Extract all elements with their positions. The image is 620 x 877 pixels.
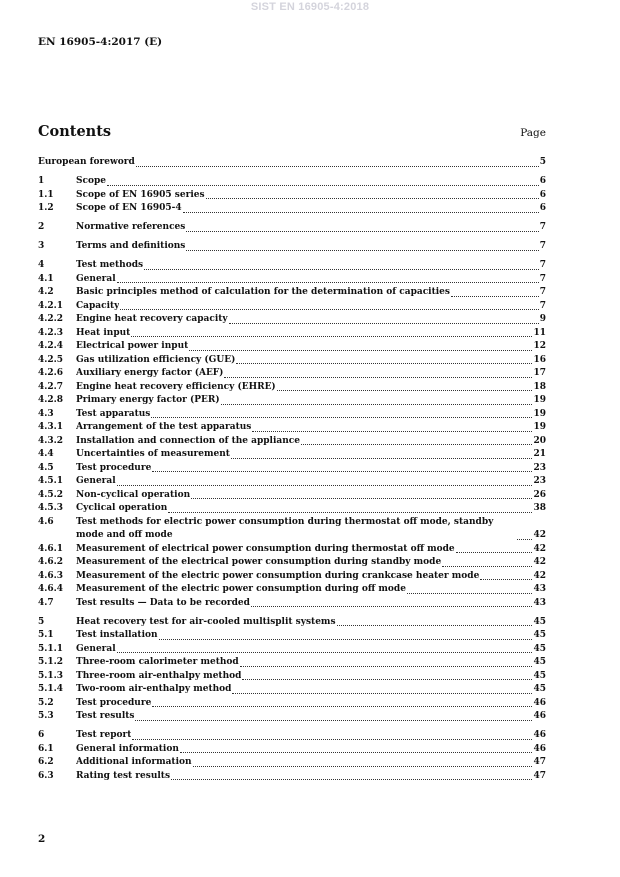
toc-title: General information [76, 743, 179, 754]
toc-title: Two-room air-enthalpy method [76, 684, 232, 694]
toc-title: Gas utilization efficiency (GUE) [76, 354, 236, 365]
toc-entry[interactable] [38, 583, 546, 597]
toc-entry[interactable] [38, 340, 546, 354]
toc-page: 7 [539, 241, 546, 251]
toc-entry[interactable] [38, 354, 546, 368]
leader-dots [132, 739, 532, 740]
toc-page: 47 [533, 770, 546, 781]
toc-number: 2 [38, 222, 45, 232]
leader-dots [252, 431, 532, 432]
toc-entry[interactable] [38, 570, 546, 584]
toc-page: 19 [533, 408, 546, 419]
toc-page: 46 [533, 711, 546, 721]
leader-dots [480, 579, 532, 580]
toc-title: Three-room air-enthalpy method [76, 670, 242, 681]
toc-title: Scope [76, 176, 107, 186]
toc-title: Engine heat recovery efficiency (EHRE) [76, 381, 276, 392]
leader-dots [206, 198, 539, 199]
toc-entry[interactable] [38, 408, 546, 422]
leader-dots [131, 336, 532, 337]
toc-number: 4.2.1 [38, 300, 64, 311]
leader-dots [451, 296, 539, 297]
leader-dots [159, 639, 533, 640]
toc-page: 42 [533, 570, 546, 581]
toc-page: 6 [539, 189, 546, 200]
toc-number: 4.2.6 [38, 368, 64, 378]
toc-number: 1.1 [38, 189, 54, 200]
leader-dots [456, 552, 533, 553]
leader-dots [152, 706, 532, 707]
toc-entry[interactable] [38, 259, 546, 273]
toc-number: 4.5.2 [38, 489, 64, 500]
toc-number: 4.6.2 [38, 557, 64, 567]
leader-dots [186, 250, 538, 251]
toc-page: 16 [533, 354, 546, 365]
toc-number: 4.1 [38, 273, 54, 284]
toc-number: 4.3.2 [38, 435, 64, 446]
leader-dots [120, 309, 538, 310]
toc-number: 4.6.3 [38, 570, 64, 581]
toc-entry[interactable] [38, 175, 546, 189]
toc-number: 5.1 [38, 630, 54, 640]
toc-page: 7 [539, 273, 546, 284]
toc-entry[interactable] [38, 643, 546, 657]
toc-page: 5 [539, 157, 546, 167]
leader-dots [277, 390, 533, 391]
toc-number: 5.2 [38, 697, 54, 708]
leader-dots [144, 269, 539, 270]
toc-entry[interactable] [38, 367, 546, 381]
toc-page: 6 [539, 203, 546, 213]
toc-number: 6.2 [38, 757, 54, 767]
toc-title: Auxiliary energy factor (AEF) [76, 368, 224, 378]
leader-dots [221, 404, 533, 405]
toc-entry[interactable] [38, 502, 546, 516]
toc-page: 11 [533, 327, 546, 338]
toc-page: 20 [533, 435, 546, 446]
toc-entry[interactable] [38, 202, 546, 216]
leader-dots [189, 350, 532, 351]
toc-page: 43 [533, 597, 546, 608]
toc-entry[interactable] [38, 448, 546, 462]
document-id: EN 16905-4:2017 (E) [38, 36, 163, 48]
toc-title: Engine heat recovery capacity [76, 314, 228, 324]
toc-number: 4.4 [38, 449, 54, 459]
toc-page: 26 [533, 489, 546, 500]
toc-page: 9 [539, 314, 546, 324]
toc-entry[interactable] [38, 670, 546, 684]
toc-title: Rating test results [76, 770, 171, 781]
toc-title: Test methods for electric power consumption during thermostat off mode, standby mode and off mode [76, 516, 494, 540]
toc-page: 19 [533, 395, 546, 405]
toc-entry[interactable] [38, 597, 546, 611]
leader-dots [183, 212, 539, 213]
table-of-contents [38, 156, 546, 783]
toc-entry[interactable] [38, 629, 546, 643]
toc-page: 45 [533, 670, 546, 681]
toc-page: 42 [533, 557, 546, 567]
page-column-label: Page [520, 127, 546, 139]
toc-title: Test procedure [76, 697, 152, 708]
toc-number: 6 [38, 730, 45, 740]
toc-number: 4.2.7 [38, 381, 64, 392]
toc-number: 1.2 [38, 203, 54, 213]
toc-page: 46 [533, 730, 546, 740]
toc-entry[interactable] [38, 489, 546, 503]
toc-number: 1 [38, 176, 45, 186]
leader-dots [135, 720, 532, 721]
toc-number: 4.5 [38, 462, 54, 473]
toc-number: 4.2.3 [38, 327, 64, 338]
toc-page: 42 [533, 530, 546, 540]
toc-number: 5 [38, 616, 45, 627]
toc-page: 21 [533, 449, 546, 459]
toc-page: 6 [539, 176, 546, 186]
leader-dots [337, 625, 533, 626]
toc-page: 46 [533, 743, 546, 754]
toc-title: Measurement of electrical power consumption during thermostat off mode [76, 543, 455, 554]
toc-page: 45 [533, 630, 546, 640]
leader-dots [224, 377, 532, 378]
toc-entry[interactable] [38, 770, 546, 784]
toc-page: 17 [533, 368, 546, 378]
toc-title: Normative references [76, 222, 186, 232]
leader-dots [117, 652, 533, 653]
toc-number: 5.1.1 [38, 643, 64, 654]
toc-number: 4.5.3 [38, 503, 64, 513]
leader-dots [236, 363, 532, 364]
leader-dots [151, 417, 532, 418]
toc-title: European foreword [38, 157, 135, 167]
toc-entry[interactable] [38, 756, 546, 770]
toc-page: 23 [533, 462, 546, 473]
toc-entry[interactable] [38, 683, 546, 697]
toc-page: 19 [533, 422, 546, 432]
toc-entry[interactable] [38, 273, 546, 287]
toc-title: Scope of EN 16905 series [76, 189, 205, 200]
toc-title: Test results — Data to be recorded [76, 597, 250, 608]
toc-number: 4.3 [38, 408, 54, 419]
leader-dots [232, 693, 532, 694]
toc-title: Heat recovery test for air-cooled multisplit systems [76, 616, 336, 627]
toc-page: 18 [533, 381, 546, 392]
toc-page: 42 [533, 543, 546, 554]
leader-dots [107, 185, 539, 186]
toc-entry[interactable] [38, 543, 546, 557]
toc-page: 7 [539, 222, 546, 232]
toc-title: Test apparatus [76, 408, 151, 419]
contents-heading: Contents [38, 123, 112, 140]
toc-title: Heat input [76, 327, 131, 338]
toc-entry[interactable] [38, 556, 546, 570]
toc-number: 5.1.2 [38, 657, 64, 667]
toc-entry[interactable] [38, 697, 546, 711]
toc-number: 4.6.1 [38, 543, 64, 554]
toc-number: 6.1 [38, 743, 54, 754]
page-number: 2 [38, 833, 46, 845]
toc-title: Test installation [76, 630, 158, 640]
toc-title: Cyclical operation [76, 503, 168, 513]
toc-entry[interactable] [38, 710, 546, 724]
toc-entry[interactable] [38, 286, 546, 300]
toc-page: 7 [539, 287, 546, 297]
leader-dots [442, 566, 532, 567]
toc-number: 4.6 [38, 516, 54, 527]
toc-page: 45 [533, 657, 546, 667]
leader-dots [242, 679, 532, 680]
toc-entry[interactable] [38, 189, 546, 203]
toc-entry[interactable] [38, 475, 546, 489]
watermark: SIST EN 16905-4:2018 [250, 1, 370, 13]
leader-dots [193, 766, 533, 767]
toc-number: 6.3 [38, 770, 54, 781]
toc-number: 4.2.2 [38, 314, 64, 324]
toc-number: 3 [38, 241, 45, 251]
toc-entry-foreword[interactable] [38, 156, 546, 170]
toc-number: 5.1.3 [38, 670, 64, 681]
toc-entry[interactable] [38, 300, 546, 314]
toc-title: Additional information [76, 757, 192, 767]
toc-title: Electrical power input [76, 341, 189, 351]
toc-entry[interactable] [38, 240, 546, 254]
toc-page: 12 [533, 341, 546, 351]
toc-entry[interactable] [38, 743, 546, 757]
toc-entry[interactable] [38, 381, 546, 395]
toc-title: Capacity [76, 300, 120, 311]
leader-dots [240, 666, 533, 667]
toc-title: Basic principles method of calculation for the determination of capacities [76, 287, 450, 297]
toc-number: 4 [38, 260, 45, 270]
toc-title: General [76, 643, 116, 654]
toc-number: 4.3.1 [38, 422, 64, 432]
toc-number: 4.6.4 [38, 584, 64, 594]
toc-title: Primary energy factor (PER) [76, 395, 220, 405]
toc-title: Measurement of the electric power consumption during off mode [76, 584, 406, 594]
toc-entry[interactable] [38, 394, 546, 408]
toc-number: 5.3 [38, 711, 54, 721]
toc-page: 43 [533, 584, 546, 594]
toc-number: 4.2.8 [38, 395, 64, 405]
toc-title: General [76, 476, 116, 486]
leader-dots [517, 539, 532, 540]
toc-entry[interactable] [38, 656, 546, 670]
toc-title: Test results [76, 711, 135, 721]
toc-title: Scope of EN 16905-4 [76, 203, 182, 213]
leader-dots [180, 752, 533, 753]
toc-number: 4.2.5 [38, 354, 64, 365]
leader-dots [229, 323, 539, 324]
leader-dots [301, 444, 532, 445]
toc-title: Installation and connection of the appliance [76, 435, 300, 446]
toc-title: Terms and definitions [76, 241, 186, 251]
toc-entry[interactable] [38, 462, 546, 476]
leader-dots [171, 779, 532, 780]
leader-dots [117, 282, 539, 283]
leader-dots [251, 606, 533, 607]
toc-entry[interactable] [38, 221, 546, 235]
toc-title: Test procedure [76, 462, 152, 473]
toc-page: 38 [533, 503, 546, 513]
toc-number: 4.5.1 [38, 476, 64, 486]
toc-page: 23 [533, 476, 546, 486]
toc-page: 45 [533, 684, 546, 694]
toc-title: Arrangement of the test apparatus [76, 422, 252, 432]
toc-title: Test report [76, 730, 132, 740]
toc-page: 7 [539, 260, 546, 270]
toc-page: 7 [539, 300, 546, 311]
leader-dots [231, 458, 533, 459]
toc-page: 45 [533, 616, 546, 627]
toc-entry[interactable] [38, 729, 546, 743]
toc-number: 4.7 [38, 597, 54, 608]
leader-dots [117, 485, 533, 486]
toc-title: General [76, 273, 116, 284]
leader-dots [407, 593, 533, 594]
toc-title: Measurement of the electric power consumption during crankcase heater mode [76, 570, 480, 581]
leader-dots [191, 498, 532, 499]
toc-entry[interactable] [38, 313, 546, 327]
toc-number: 4.2 [38, 287, 54, 297]
toc-title: Test methods [76, 260, 144, 270]
toc-entry[interactable] [38, 327, 546, 341]
toc-page: 46 [533, 697, 546, 708]
leader-dots [152, 471, 532, 472]
toc-number: 4.2.4 [38, 341, 64, 351]
toc-page: 47 [533, 757, 546, 767]
toc-entry[interactable] [38, 616, 546, 630]
toc-page: 45 [533, 643, 546, 654]
toc-title: Three-room calorimeter method [76, 657, 239, 667]
toc-entry[interactable] [38, 435, 546, 449]
toc-title: Uncertainties of measurement [76, 449, 230, 459]
toc-number: 5.1.4 [38, 684, 64, 694]
toc-entry[interactable] [38, 421, 546, 435]
toc-title: Measurement of the electrical power consumption during standby mode [76, 557, 442, 567]
toc-title: Non-cyclical operation [76, 489, 191, 500]
leader-dots [186, 231, 538, 232]
leader-dots [168, 512, 532, 513]
toc-entry[interactable] [38, 516, 546, 543]
leader-dots [136, 166, 539, 167]
